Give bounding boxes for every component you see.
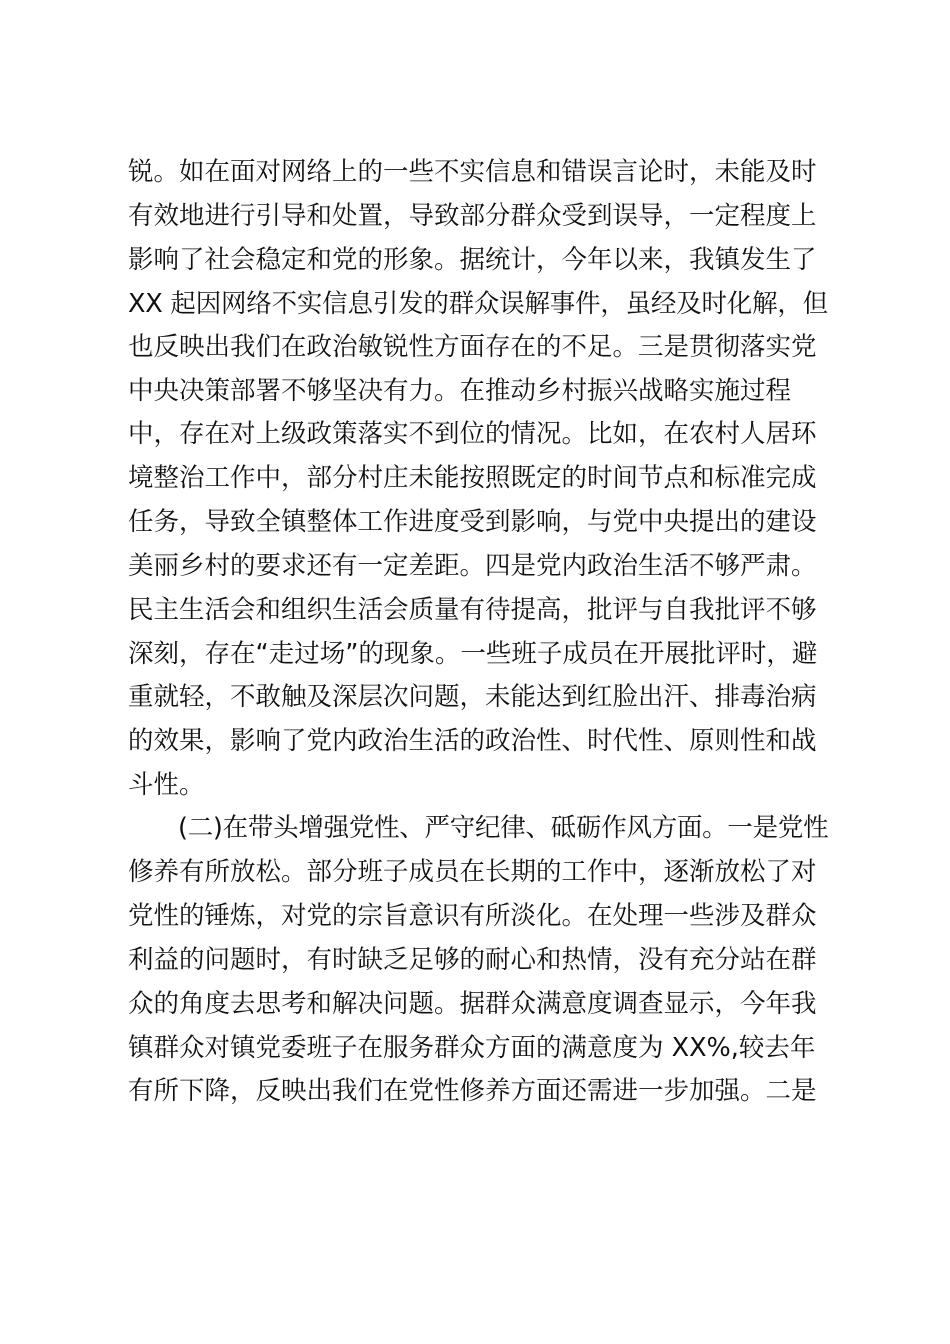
section-heading-line: (二)在带头增强党性、严守纪律、砥砺作风方面。一是党性 <box>178 813 829 843</box>
text-line: 众的角度去思考和解决问题。据群众满意度调查显示，今年我 <box>128 989 817 1019</box>
text-line: XX 起因网络不实信息引发的群众误解事件，虽经及时化解，但 <box>128 289 828 319</box>
text-line: 锐。如在面对网络上的一些不实信息和错误言论时，未能及时 <box>128 157 817 187</box>
text-line: 中，存在对上级政策落实不到位的情况。比如，在农村人居环 <box>128 419 817 449</box>
text-line: 镇群众对镇党委班子在服务群众方面的满意度为 XX%,较去年 <box>128 1033 816 1063</box>
text-line: 中央决策部署不够坚决有力。在推动乡村振兴战略实施过程 <box>128 376 792 406</box>
text-line: 也反映出我们在政治敏锐性方面存在的不足。三是贯彻落实党 <box>128 332 817 362</box>
text-line: 斗性。 <box>128 770 205 800</box>
text-line: 修养有所放松。部分班子成员在长期的工作中，逐渐放松了对 <box>128 857 817 887</box>
text-line: 党性的锤炼，对党的宗旨意识有所淡化。在处理一些涉及群众 <box>128 901 817 931</box>
text-line: 美丽乡村的要求还有一定差距。四是党内政治生活不够严肃。 <box>128 551 817 581</box>
text-line: 境整治工作中，部分村庄未能按照既定的时间节点和标准完成 <box>128 463 817 493</box>
text-line: 民主生活会和组织生活会质量有待提高，批评与自我批评不够 <box>128 595 817 625</box>
text-line: 利益的问题时，有时缺乏足够的耐心和热情，没有充分站在群 <box>128 945 817 975</box>
text-line: 深刻，存在“走过场”的现象。一些班子成员在开展批评时，避 <box>128 639 818 669</box>
text-line: 有所下降，反映出我们在党性修养方面还需进一步加强。二是 <box>128 1076 817 1106</box>
text-line: 影响了社会稳定和党的形象。据统计，今年以来，我镇发生了 <box>128 245 817 275</box>
text-line: 任务，导致全镇整体工作进度受到影响，与党中央提出的建设 <box>128 507 817 537</box>
text-line: 的效果，影响了党内政治生活的政治性、时代性、原则性和战 <box>128 726 817 756</box>
text-line: 重就轻，不敢触及深层次问题，未能达到红脸出汗、排毒治病 <box>128 682 817 712</box>
text-line: 有效地进行引导和处置，导致部分群众受到误导，一定程度上 <box>128 201 817 231</box>
